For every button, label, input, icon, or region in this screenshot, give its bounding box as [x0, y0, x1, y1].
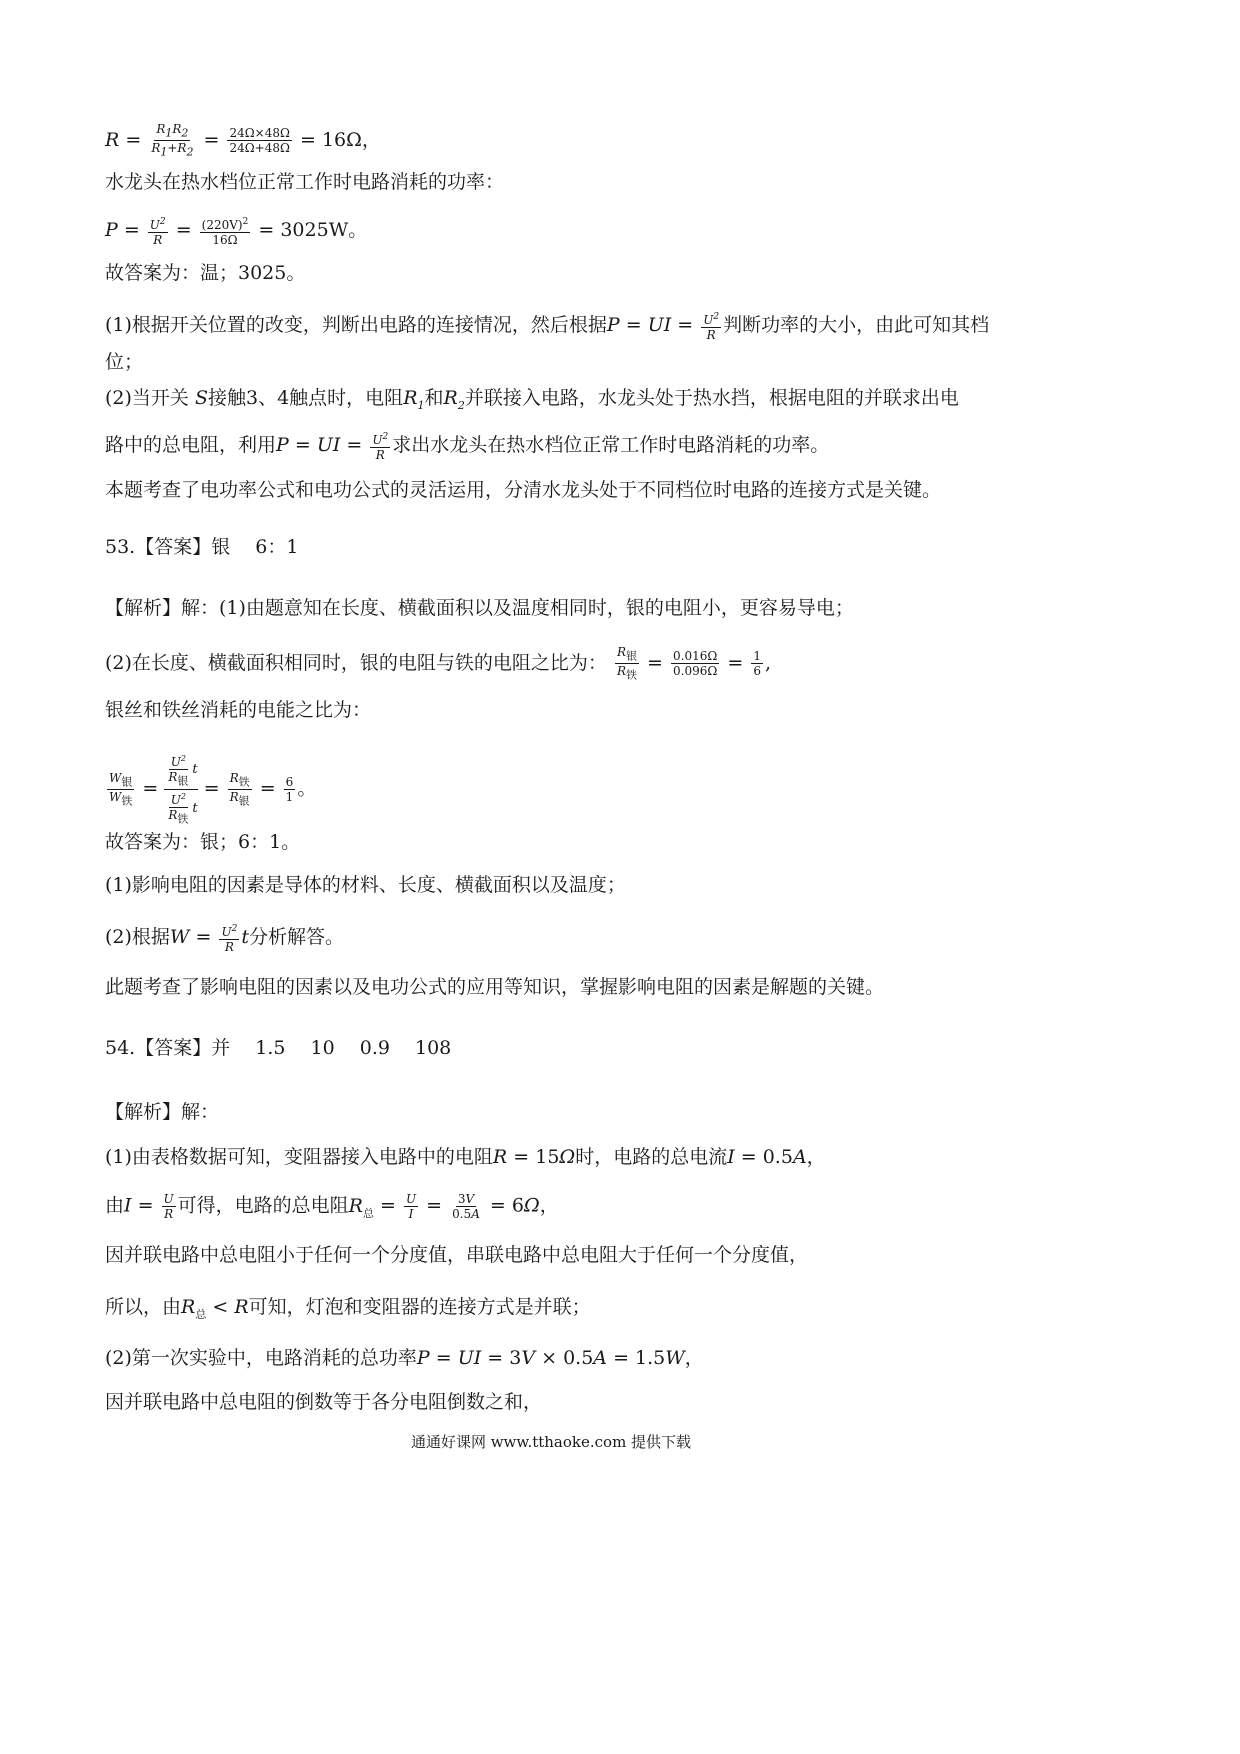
q54-step2: 由I = $\frac{U}{R}$ 可得，电路的总电阻$R_总$ = $\frac{U}{I}$ = $\frac{3V}{0.5A}$ = 6Ω，	[105, 1192, 559, 1221]
q54-step5: (2)第一次实验中，电路消耗的总功率P = UI = 3V × 0.5A = 1.5W，	[105, 1347, 704, 1369]
formula-power: P = $\frac{U^2}{R}$ = $\frac{(220V)^2}{16\Omega}$ = 3025W。	[105, 217, 368, 247]
q53-energy-ratio: 银丝和铁丝消耗的电能之比为：	[105, 699, 372, 721]
power-intro: 水龙头在热水档位正常工作时电路消耗的功率：	[105, 171, 505, 193]
block1-step1-cont: 位；	[105, 351, 144, 373]
q54-analysis: 【解析】解：	[105, 1101, 220, 1123]
q53-note1: (1)影响电阻的因素是导体的材料、长度、横截面积以及温度；	[105, 874, 626, 896]
block1-step2-cont: 路中的总电阻，利用P = UI = $\frac{U^2}{R}$ 求出水龙头在热水档位正常工作时电路消耗的功率。	[105, 432, 830, 462]
q54-step4: 所以，由$R_总 < R$可知，灯泡和变阻器的连接方式是并联；	[105, 1296, 591, 1321]
power-result: = 3025W。	[258, 219, 368, 241]
formula-energy-ratio: $\frac{W_银}{W_铁}$ = $\frac{U^2}{R_银}$ t $\frac{U^2}{R_铁}$ t = $\frac{R_铁}{R_银}$ = $\frac{6}{1}$ 。	[109, 754, 317, 826]
q53-analysis: 【解析】解：(1)由题意知在长度、横截面积以及温度相同时，银的电阻小，更容易导电；	[105, 597, 854, 619]
q53-note2: (2)根据W = $\frac{U^2}{R}$ t分析解答。	[105, 924, 344, 954]
block1-step2: (2)当开关 S接触3、4触点时，电阻$R_1$和$R_2$并联接入电路，水龙头处于热水挡，根据电阻的并联求出电	[105, 387, 959, 412]
block1-conclusion: 故答案为：温；3025。	[105, 262, 306, 284]
q54-step1: (1)由表格数据可知，变阻器接入电路中的电阻R = 15Ω时，电路的总电流I = 0.5A，	[105, 1146, 826, 1168]
page-footer: 通通好课网 www.tthaoke.com 提供下载	[410, 1433, 692, 1451]
q54-answer: 54.【答案】并 1.5 10 0.9 108	[105, 1037, 452, 1059]
q53-answer: 53.【答案】银 6：1	[105, 536, 299, 558]
q53-step2: (2)在长度、横截面积相同时，银的电阻与铁的电阻之比为： $\frac{R_银}{R_铁}$ = $\frac{0.016\Omega}{0.096\Omega}$ = $\frac{1}{6}$ ,	[105, 645, 772, 682]
q54-step6: 因并联电路中总电阻的倒数等于各分电阻倒数之和，	[105, 1391, 543, 1413]
block1-summary: 本题考查了电功率公式和电功公式的灵活运用，分清水龙头处于不同档位时电路的连接方式是关键。	[105, 479, 942, 501]
resistance-result: = 16Ω，	[300, 128, 381, 151]
formula-total-resistance: R = $\frac{R_1R_2}{R_1+R_2}$ = $\frac{24\Omega\times 48\Omega}{24\Omega+48\Omega}$ = 16Ω，	[105, 122, 381, 159]
q54-step3: 因并联电路中总电阻小于任何一个分度值，串联电路中总电阻大于任何一个分度值，	[105, 1244, 809, 1266]
block1-step1: (1)根据开关位置的改变，判断出电路的连接情况，然后根据P = UI = $\frac{U^2}{R}$ 判断功率的大小，由此可知其档	[105, 312, 990, 342]
q53-summary: 此题考查了影响电阻的因素以及电功公式的应用等知识，掌握影响电阻的因素是解题的关键。	[105, 976, 885, 998]
q53-conclusion: 故答案为：银；6：1。	[105, 831, 301, 853]
